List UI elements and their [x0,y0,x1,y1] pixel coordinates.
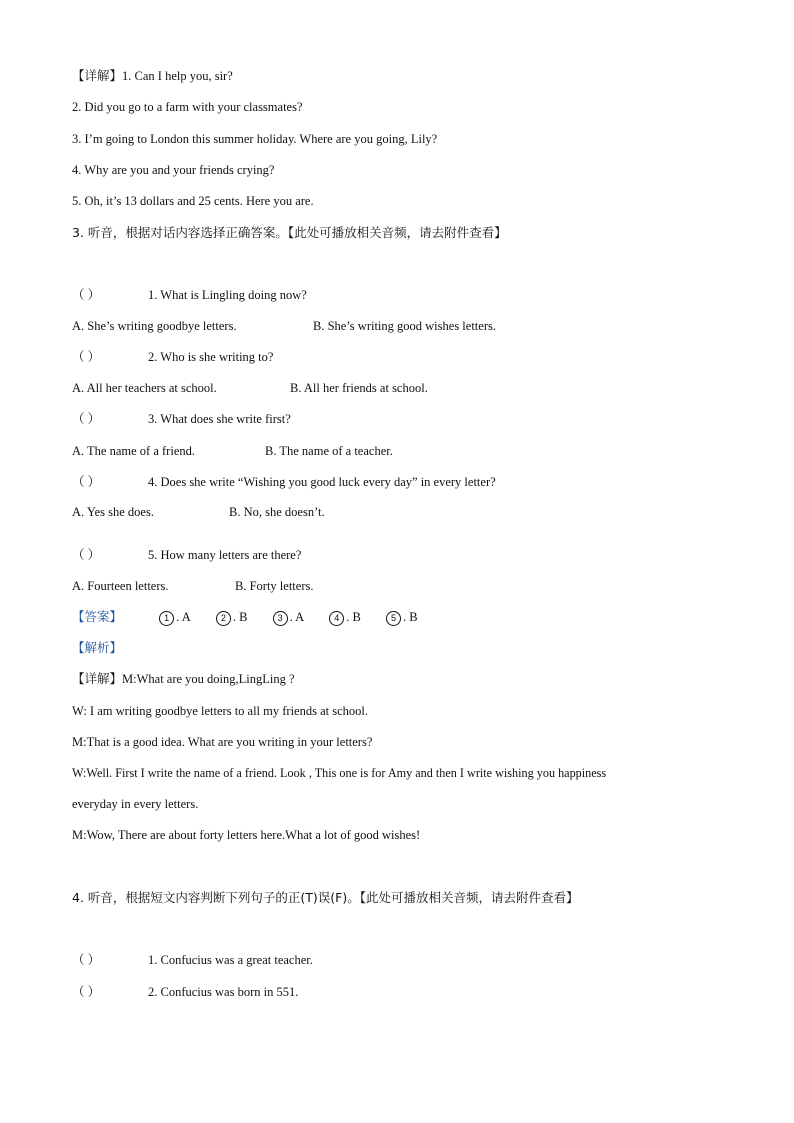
dialog-line-2: W: I am writing goodbye letters to all my friends at school. [72,704,368,718]
dialog-line-3: M:That is a good idea. What are you writing in your letters? [72,735,373,749]
section2-detail-line-5: 5. Oh, it’s 13 dollars and 25 cents. Here you are. [72,194,314,208]
detail-tag: 【详解】 [72,671,123,686]
question-text: 1. What is Lingling doing now? [148,288,307,302]
question-2-option-a: A. All her teachers at school. [72,381,217,395]
question-4-option-a: A. Yes she does. [72,505,154,519]
dialog-line-5: everyday in every letters. [72,797,199,811]
answer-tag: 【答案】 [72,609,123,624]
tf-item-1 [72,952,313,968]
question-3-option-b: B. The name of a teacher. [265,444,393,458]
question-1-option-b: B. She’s writing good wishes letters. [313,319,496,333]
question-3-option-a: A. The name of a friend. [72,444,195,458]
question-text: 3. What does she write first? [148,412,291,426]
circled-number: 4 [329,611,344,626]
question-4-option-b: B. No, she doesn’t. [229,505,325,519]
answer-item-5: 5 . B [386,609,418,626]
dialog-text: M:What are you doing,LingLing ? [122,672,295,686]
section4-heading: 4. 听音，根据短文内容判断下列句子的正(T)误(F)。【此处可播放相关音频，请去附件查看】 [72,890,579,905]
question-1 [72,287,307,303]
dialog-line-6: M:Wow, There are about forty letters here.What a lot of good wishes! [72,828,421,842]
answer-blank: （ ） [72,350,101,364]
question-2-option-b: B. All her friends at school. [290,381,428,395]
section2-detail-line-2: 2. Did you go to a farm with your classmates? [72,100,303,114]
question-1-option-a: A. She’s writing goodbye letters. [72,319,237,333]
circled-number: 2 [216,611,231,626]
dialog-line-4: W:Well. First I write the name of a friend. Look , This one is for Amy and then I write wishing you happiness [72,766,607,780]
answer-item-4: 4 . B [329,609,361,626]
answer-blank: （ ） [72,985,101,999]
detail-text: 1. Can I help you, sir? [122,69,233,83]
question-5-option-a: A. Fourteen letters. [72,579,169,593]
question-3 [72,411,291,427]
section2-detail-line-1 [72,68,233,84]
answer-blank: （ ） [72,288,101,302]
circled-number: 1 [159,611,174,626]
tf-text: 1. Confucius was a great teacher. [148,953,313,967]
answer-blank: （ ） [72,953,101,967]
answer-blank: （ ） [72,548,101,562]
tf-text: 2. Confucius was born in 551. [148,985,299,999]
answer-blank: （ ） [72,412,101,426]
section2-detail-line-3: 3. I’m going to London this summer holiday. Where are you going, Lily? [72,132,438,146]
circled-number: 5 [386,611,401,626]
answer-item-2: 2 . B [216,609,248,626]
question-4 [72,474,496,490]
answer-blank: （ ） [72,475,101,489]
question-5-option-b: B. Forty letters. [235,579,314,593]
question-5 [72,547,301,563]
section2-detail-line-4: 4. Why are you and your friends crying? [72,163,275,177]
dialog-line-1 [72,671,295,687]
answer-item-3: 3 . A [273,609,305,626]
answer-line [72,609,418,626]
section3-heading: 3. 听音，根据对话内容选择正确答案。【此处可播放相关音频，请去附件查看】 [72,225,507,240]
question-text: 5. How many letters are there? [148,548,302,562]
detail-tag: 【详解】 [72,68,123,83]
analysis-tag: 【解析】 [72,640,123,655]
question-text: 2. Who is she writing to? [148,350,274,364]
circled-number: 3 [273,611,288,626]
question-2 [72,349,273,365]
answer-item-1: 1 . A [159,609,191,626]
question-text: 4. Does she write “Wishing you good luck every day” in every letter? [148,475,496,489]
tf-item-2 [72,984,298,1000]
